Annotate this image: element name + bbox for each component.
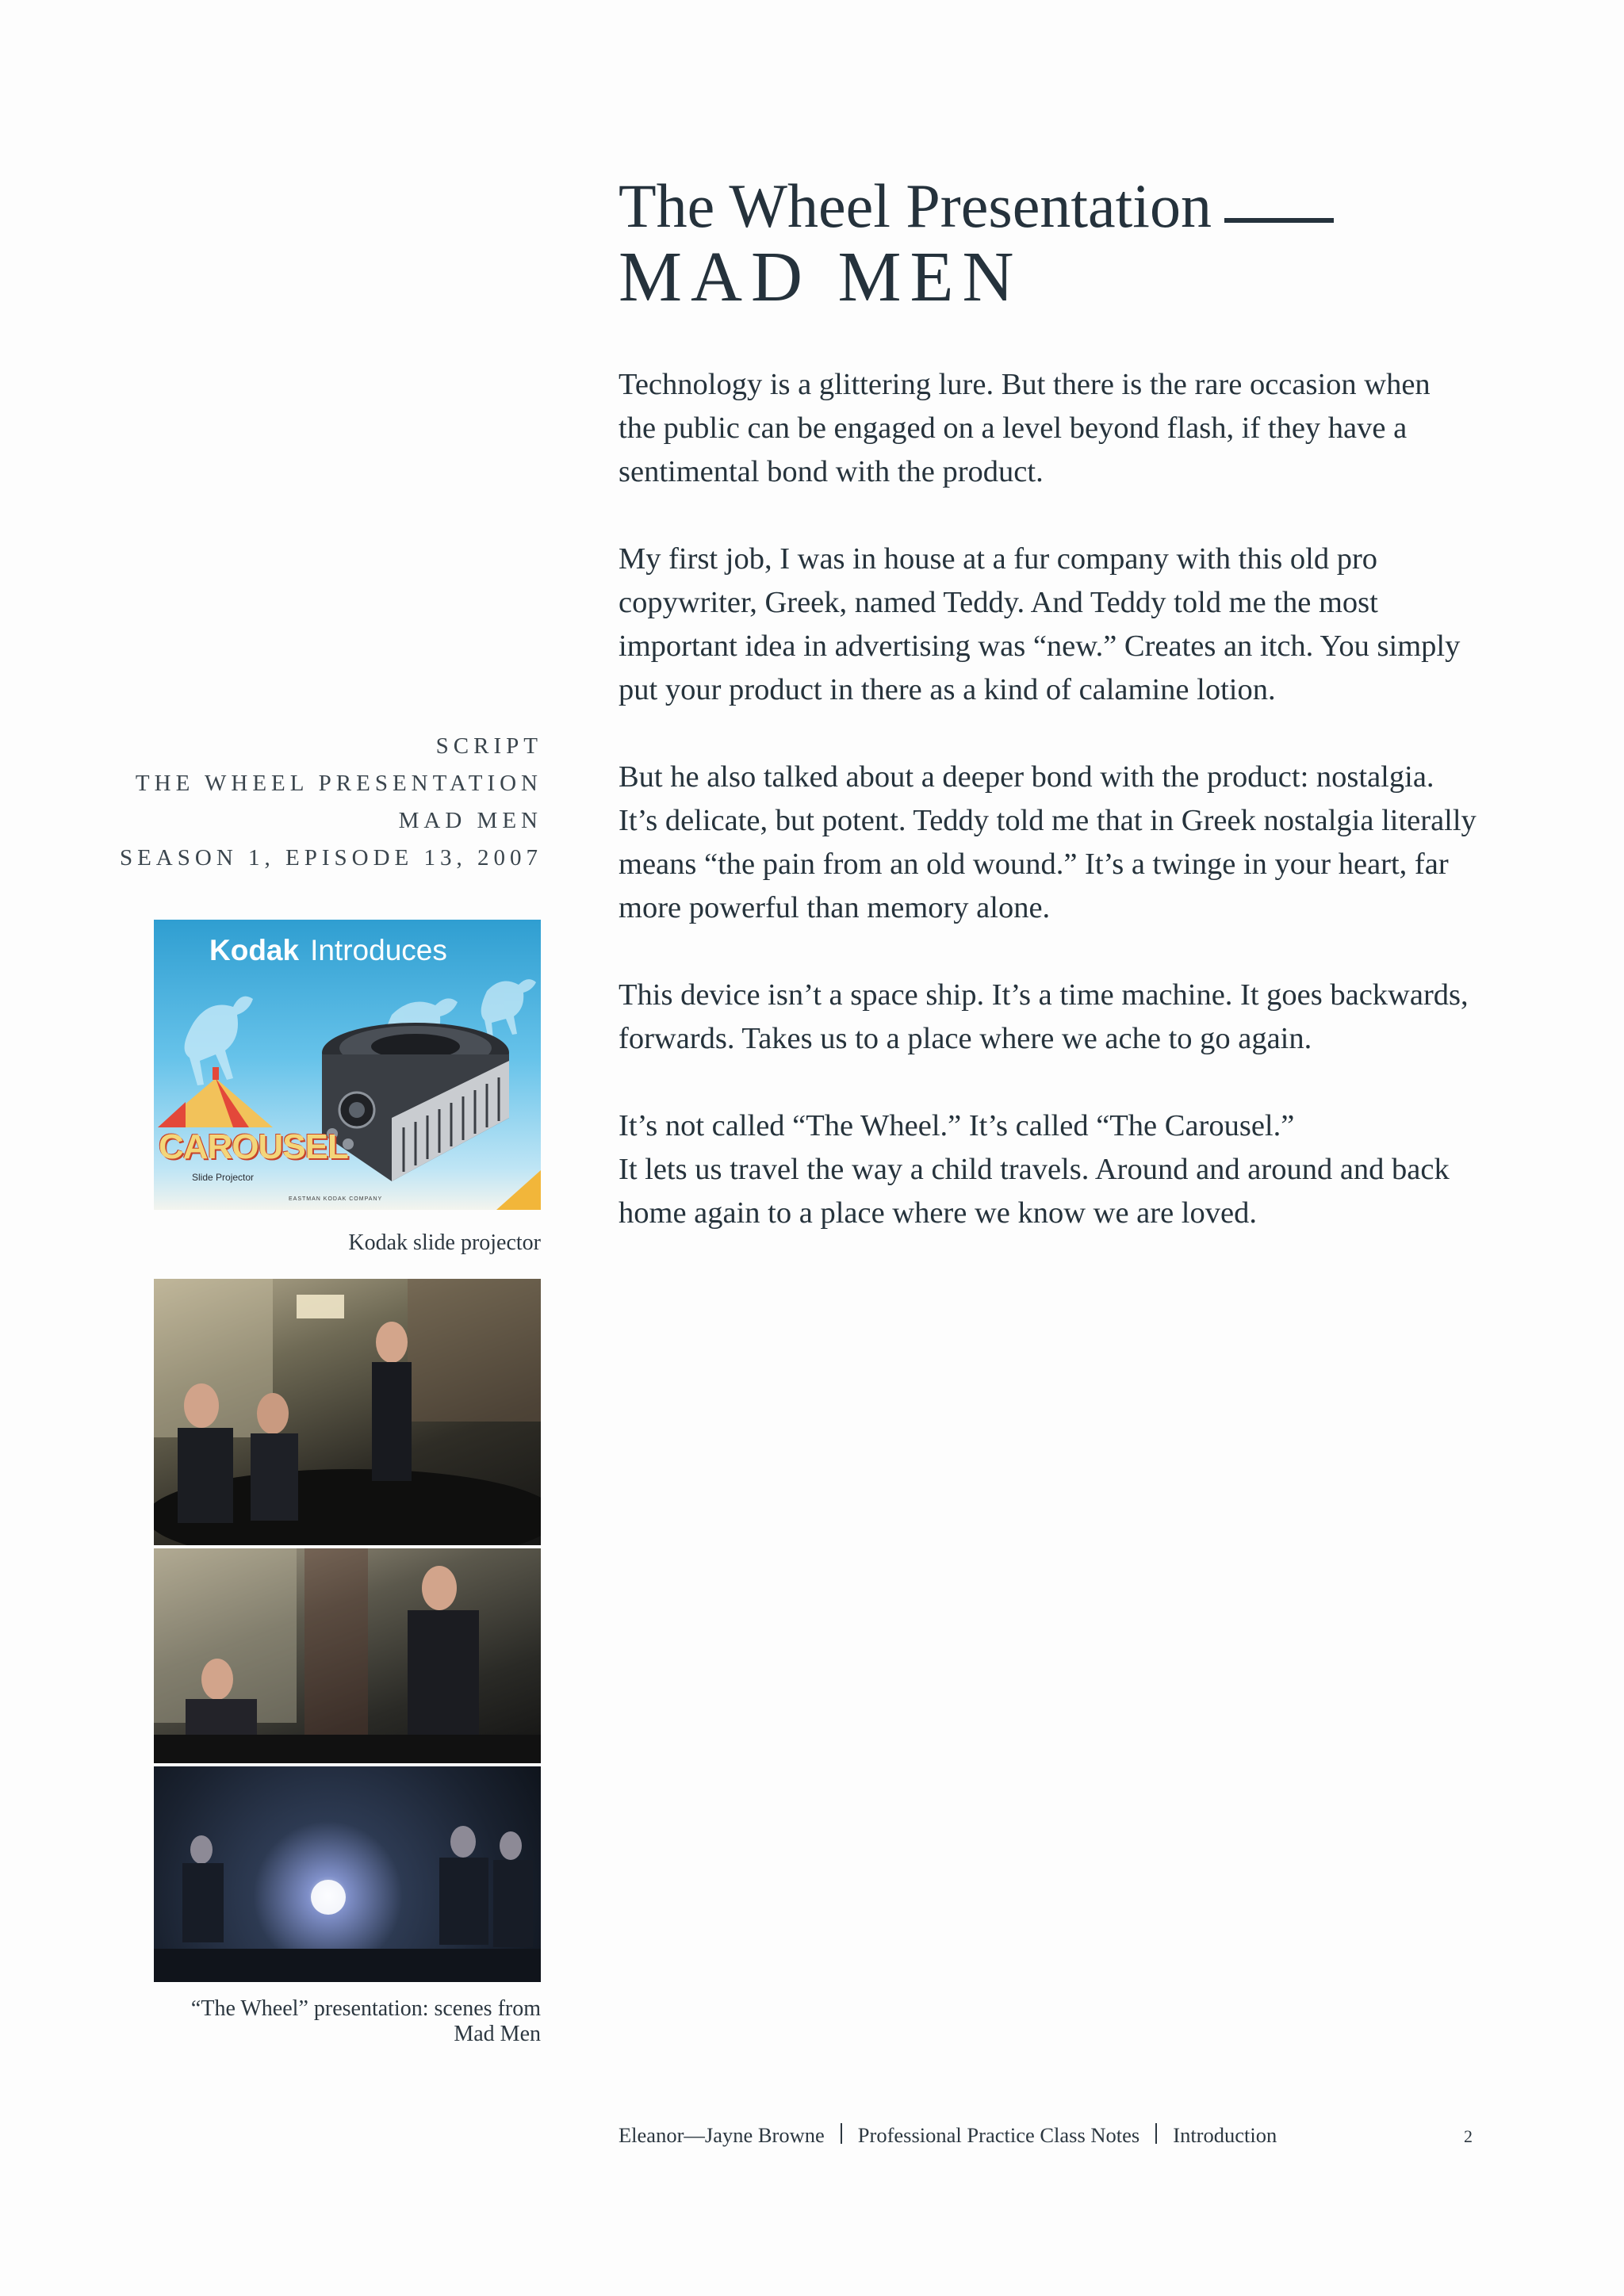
page-number: 2 xyxy=(1464,2126,1473,2146)
meeting-scene xyxy=(154,1279,541,1545)
ad-product-name: CAROUSEL xyxy=(159,1127,348,1166)
scene-image-3 xyxy=(154,1766,541,1982)
projection-scene xyxy=(154,1766,541,1982)
paragraph: But he also talked about a deeper bond with the product: nostalgia. It’s delicate, but potent. Teddy told me that in Greek nostalgia literally means “the pain from an old wound.” It’s a twinge in your heart, far more powerful than memory alone. xyxy=(619,760,1477,924)
meta-episode: SEASON 1, EPISODE 13, 2007 xyxy=(119,845,542,871)
slide-projector-icon xyxy=(322,1023,509,1181)
kodak-caption: Kodak slide projector xyxy=(348,1230,541,1255)
kodak-ad-image xyxy=(154,920,541,1210)
meta-title: THE WHEEL PRESENTATION xyxy=(135,771,542,796)
footer-author: Eleanor—Jayne Browne xyxy=(619,2123,825,2147)
ad-product-sub: Slide Projector xyxy=(192,1172,255,1183)
paragraph: This device isn’t a space ship. It’s a time machine. It goes backwards, forwards. Takes us to a place where we ache to go again. xyxy=(619,978,1469,1055)
presenter-scene xyxy=(154,1548,541,1763)
paragraph: Technology is a glittering lure. But there is the rare occasion when the public can be engaged on a level beyond flash, if they have a sentimental bond with the product. xyxy=(619,368,1431,488)
scenes-caption: “The Wheel” presentation: scenes from Mad Men xyxy=(190,1996,541,2046)
page-title: The Wheel Presentation xyxy=(619,168,1334,244)
ad-brand: Kodak Introduces xyxy=(209,934,447,966)
footer-course: Professional Practice Class Notes xyxy=(857,2123,1140,2147)
title-rule xyxy=(1224,218,1334,223)
script-body xyxy=(619,363,1538,1279)
page-subtitle: MAD MEN xyxy=(619,238,1023,316)
scene-image-2 xyxy=(154,1548,541,1763)
footer-section: Introduction xyxy=(1173,2123,1277,2147)
meta-show: MAD MEN xyxy=(398,808,542,833)
script-meta xyxy=(120,728,542,877)
footer-divider xyxy=(1155,2123,1157,2144)
page-footer xyxy=(619,2123,1277,2148)
ad-company: EASTMAN KODAK COMPANY xyxy=(289,1196,383,1202)
carousel-tent xyxy=(158,1067,273,1127)
paragraph: My first job, I was in house at a fur company with this old pro copywriter, Greek, named Teddy. And Teddy told me the most important idea in advertising was “new.” Creates an itch. You simply put your product in there as a kind of calamine lotion. xyxy=(619,542,1461,706)
meta-label: SCRIPT xyxy=(435,733,542,759)
scene-image-1 xyxy=(154,1279,541,1545)
paragraph: It’s not called “The Wheel.” It’s called “The Carousel.” It lets us travel the way a child travels. Around and around and back home again to a place where we know we are loved. xyxy=(619,1109,1450,1230)
footer-divider xyxy=(841,2123,842,2144)
